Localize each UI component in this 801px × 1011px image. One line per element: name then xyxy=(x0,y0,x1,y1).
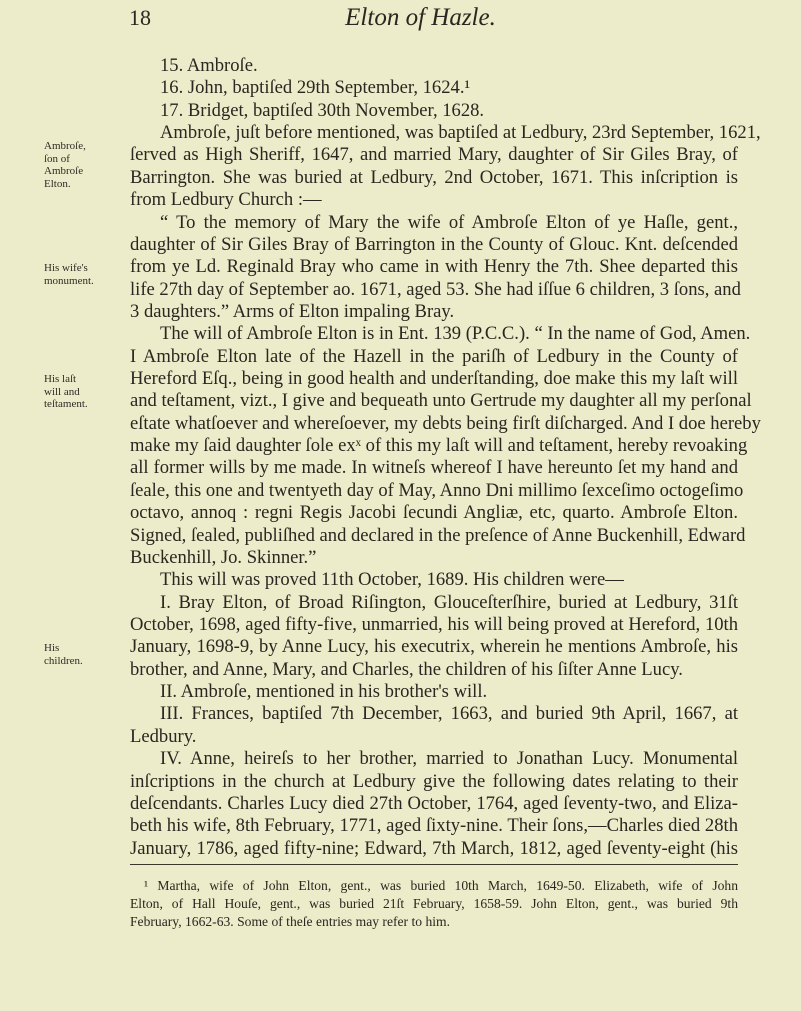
margin-note-line: will and xyxy=(44,385,80,398)
footnote-divider xyxy=(130,864,738,865)
footnote-line: ¹ Martha, wife of John Elton, gent., was buried 10th March, 1649-50. Elizabeth, wife of John xyxy=(144,878,738,893)
text-line: January, 1786, aged fifty-nine; Edward, 7th March, 1812, aged ſeventy-eight (his xyxy=(130,837,738,859)
margin-note-children xyxy=(44,642,83,667)
text-line: all former wills by me made. In witneſs whereof I have hereunto ſet my hand and xyxy=(130,457,738,479)
text-line: I. Bray Elton, of Broad Riſington, Glouceſterſhire, buried at Ledbury, 31ſt xyxy=(160,591,738,613)
text-line: Buckenhill, Jo. Skinner.” xyxy=(130,546,317,568)
margin-note-line: Elton. xyxy=(44,177,71,190)
text-line: 17. Bridget, baptiſed 30th November, 1628. xyxy=(160,99,485,121)
text-line: 15. Ambroſe. xyxy=(160,55,258,76)
text-line: “ To the memory of Mary the wife of Ambroſe Elton of ye Haſle, gent., xyxy=(160,211,738,233)
text-line: and teſtament, vizt., I give and bequeath unto Gertrude my daughter all my perſonal xyxy=(130,390,752,412)
text-line: make my ſaid daughter ſole exˣ of this my laſt will and teſtament, hereby revoaking xyxy=(130,435,748,457)
text-line: January, 1698-9, by Anne Lucy, his executrix, wherein he mentions Ambroſe, his xyxy=(130,636,738,658)
footnote xyxy=(130,877,738,931)
footnote-line: February, 1662-63. Some of theſe entries may refer to him. xyxy=(130,914,450,929)
text-line: ſerved as High Sheriff, 1647, and married Mary, daughter of Sir Giles Bray, of xyxy=(130,144,738,166)
text-line: from Ledbury Church :— xyxy=(130,189,322,211)
text-line: October, 1698, aged fifty-five, unmarried, his will being proved at Hereford, 10th xyxy=(130,613,738,635)
text-line: III. Frances, baptiſed 7th December, 1663, and buried 9th April, 1667, at xyxy=(160,703,738,725)
text-line: IV. Anne, heireſs to her brother, married to Jonathan Lucy. Monumental xyxy=(160,748,738,770)
margin-note-line: ſon of xyxy=(44,152,70,165)
margin-note-line: teſtament. xyxy=(44,398,88,410)
text-line: The will of Ambroſe Elton is in Ent. 139 (P.C.C.). “ In the name of God, Amen. xyxy=(160,323,751,345)
margin-note-line: Ambroſe, xyxy=(44,140,86,152)
margin-note-monument xyxy=(44,262,94,287)
text-line: life 27th day of September ao. 1671, aged 53. She had iſſue 6 children, 3 ſons, and xyxy=(130,278,741,300)
margin-note-will xyxy=(44,373,88,411)
margin-note-line: children. xyxy=(44,654,83,667)
text-line: Ambroſe, juſt before mentioned, was baptiſed at Ledbury, 23rd September, 1621, xyxy=(160,122,761,144)
text-line: 3 daughters.” Arms of Elton impaling Bray. xyxy=(130,300,455,322)
text-line: 16. John, baptiſed 29th September, 1624.¹ xyxy=(160,77,471,99)
margin-note-ambrose xyxy=(44,140,86,190)
margin-note-line: His wife's xyxy=(44,262,88,274)
body-text xyxy=(130,55,761,860)
text-line: octavo, annoq : regni Regis Jacobi ſecundi Angliæ, etc, quarto. Ambroſe Elton. xyxy=(130,502,738,524)
text-line: beth his wife, 8th February, 1771, aged ſixty-nine. Their ſons,—Charles died 28th xyxy=(130,815,738,837)
text-line: inſcriptions in the church at Ledbury give the following dates relating to their xyxy=(130,770,738,792)
page-number: 18 xyxy=(129,5,151,30)
text-line: Signed, ſealed, publiſhed and declared in the preſence of Anne Buckenhill, Edward xyxy=(130,524,746,546)
text-line: eſtate whatſoever and whereſoever, my debts being firſt diſcharged. And I doe hereby xyxy=(130,412,761,434)
running-title: Elton of Hazle. xyxy=(345,4,496,31)
text-line: Ledbury. xyxy=(130,725,197,747)
text-line: brother, and Anne, Mary, and Charles, the children of his ſiſter Anne Lucy. xyxy=(130,658,683,680)
text-line: II. Ambroſe, mentioned in his brother's will. xyxy=(160,681,488,703)
text-line: from ye Ld. Reginald Bray who came in with Henry the 7th. Shee departed this xyxy=(130,256,738,278)
footnote-line: Elton, of Hall Houſe, gent., was buried 21ſt February, 1658-59. John Elton, gent., was buried 9th xyxy=(130,896,738,911)
margin-note-line: His laſt xyxy=(44,373,77,385)
text-line: I Ambroſe Elton late of the Hazell in the pariſh of Ledbury in the County of xyxy=(130,345,738,367)
text-line: Hereford Eſq., being in good health and underſtanding, doe make this my laſt will xyxy=(130,368,738,390)
margin-note-line: His xyxy=(44,642,60,654)
margin-note-line: monument. xyxy=(44,274,94,287)
margin-note-line: Ambroſe xyxy=(44,165,84,177)
text-line: deſcendants. Charles Lucy died 27th October, 1764, aged ſeventy-two, and Eliza- xyxy=(130,792,738,814)
text-line: ſeale, this one and twentyeth day of May, Anno Dni millimo ſexceſimo octogeſimo xyxy=(130,479,744,501)
text-line: daughter of Sir Giles Bray of Barrington in the County of Glouc. Knt. deſcended xyxy=(130,233,738,255)
text-line: Barrington. She was buried at Ledbury, 2nd October, 1671. This inſcription is xyxy=(130,166,738,188)
text-line: This will was proved 11th October, 1689. His children were— xyxy=(160,569,624,591)
